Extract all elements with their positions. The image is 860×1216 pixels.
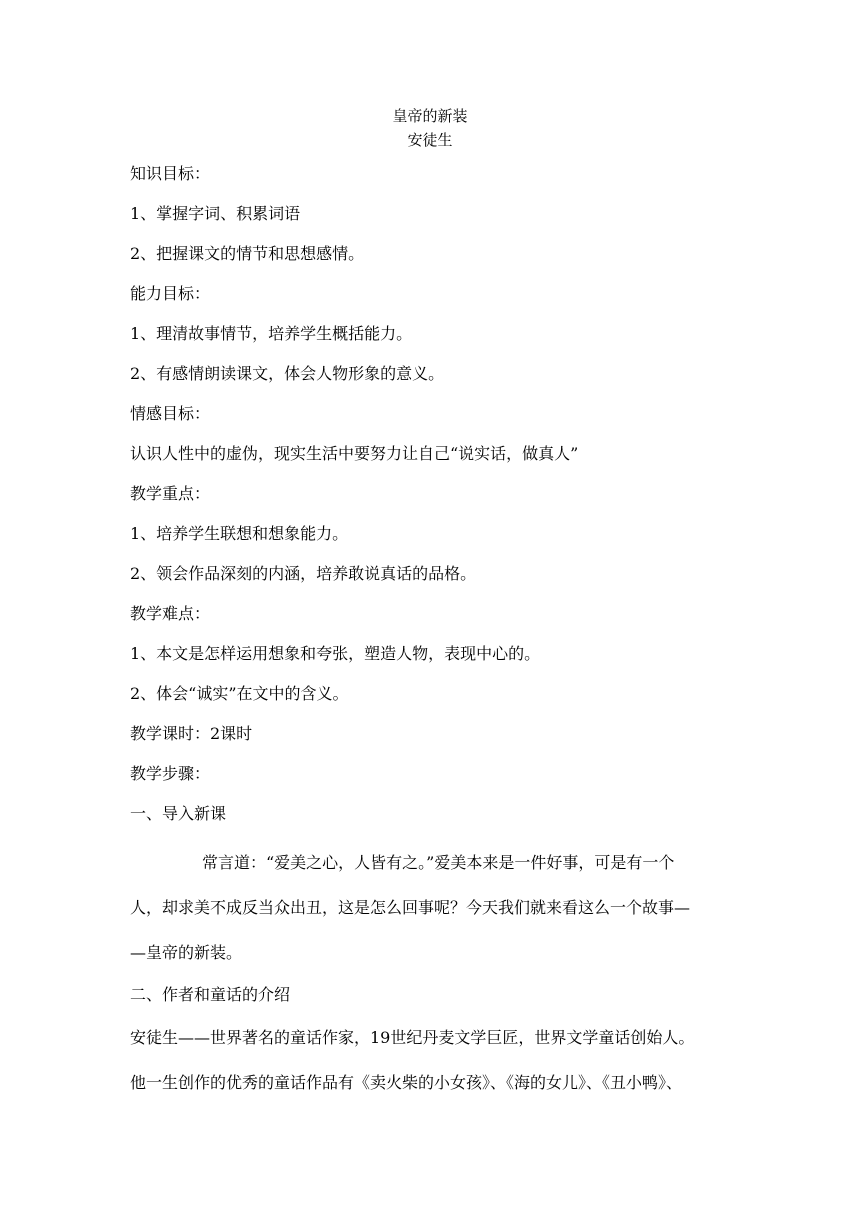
heading-knowledge-goals: 知识目标： <box>130 164 211 183</box>
step-one-heading: 一、导入新课 <box>130 804 227 823</box>
author-paragraph <box>130 1015 736 1105</box>
ability-goal-2: 2、有感情朗读课文，体会人物形象的意义。 <box>130 364 445 383</box>
title-block <box>0 104 860 152</box>
knowledge-goal-1: 1、掌握字词、积累词语 <box>130 204 301 223</box>
emotion-goal: 认识人性中的虚伪，现实生活中要努力让自己“说实话，做真人” <box>130 444 579 463</box>
teaching-hours: 教学课时：2课时 <box>130 724 253 743</box>
heading-ability-goals: 能力目标： <box>130 284 211 303</box>
ability-goal-1: 1、理清故事情节，培养学生概括能力。 <box>130 324 413 343</box>
heading-teaching-difficulties: 教学难点： <box>130 604 211 623</box>
knowledge-goal-2: 2、把握课文的情节和思想感情。 <box>130 244 365 263</box>
heading-emotion-goals: 情感目标： <box>130 404 211 423</box>
heading-teaching-steps: 教学步骤： <box>130 764 211 783</box>
document-title: 皇帝的新装 <box>392 107 468 125</box>
document-author: 安徒生 <box>407 131 453 149</box>
intro-paragraph-line: —皇帝的新装。 <box>130 943 243 962</box>
teaching-difficulty-2: 2、体会“诚实”在文中的含义。 <box>130 684 349 703</box>
teaching-focus-1: 1、培养学生联想和想象能力。 <box>130 524 349 543</box>
intro-paragraph <box>130 840 736 975</box>
section-two-heading: 二、作者和童话的介绍 <box>130 985 291 1004</box>
intro-paragraph-line: 常言道：“爱美之心，人皆有之。”爱美本来是一件好事，可是有一个 <box>202 853 675 872</box>
author-paragraph-line: 安徒生——世界著名的童话作家，19世纪丹麦文学巨匠，世界文学童话创始人。 <box>130 1028 695 1047</box>
teaching-focus-2: 2、领会作品深刻的内涵，培养敢说真话的品格。 <box>130 564 477 583</box>
intro-paragraph-line: 人，却求美不成反当众出丑，这是怎么回事呢？今天我们就来看这么一个故事— <box>130 898 691 917</box>
heading-teaching-focus: 教学重点： <box>130 484 211 503</box>
author-paragraph-line: 他一生创作的优秀的童话作品有《卖火柴的小女孩》、《海的女儿》、《丑小鸭》、 <box>130 1073 683 1092</box>
teaching-difficulty-1: 1、本文是怎样运用想象和夸张，塑造人物，表现中心的。 <box>130 644 541 663</box>
document-body <box>130 154 736 1105</box>
